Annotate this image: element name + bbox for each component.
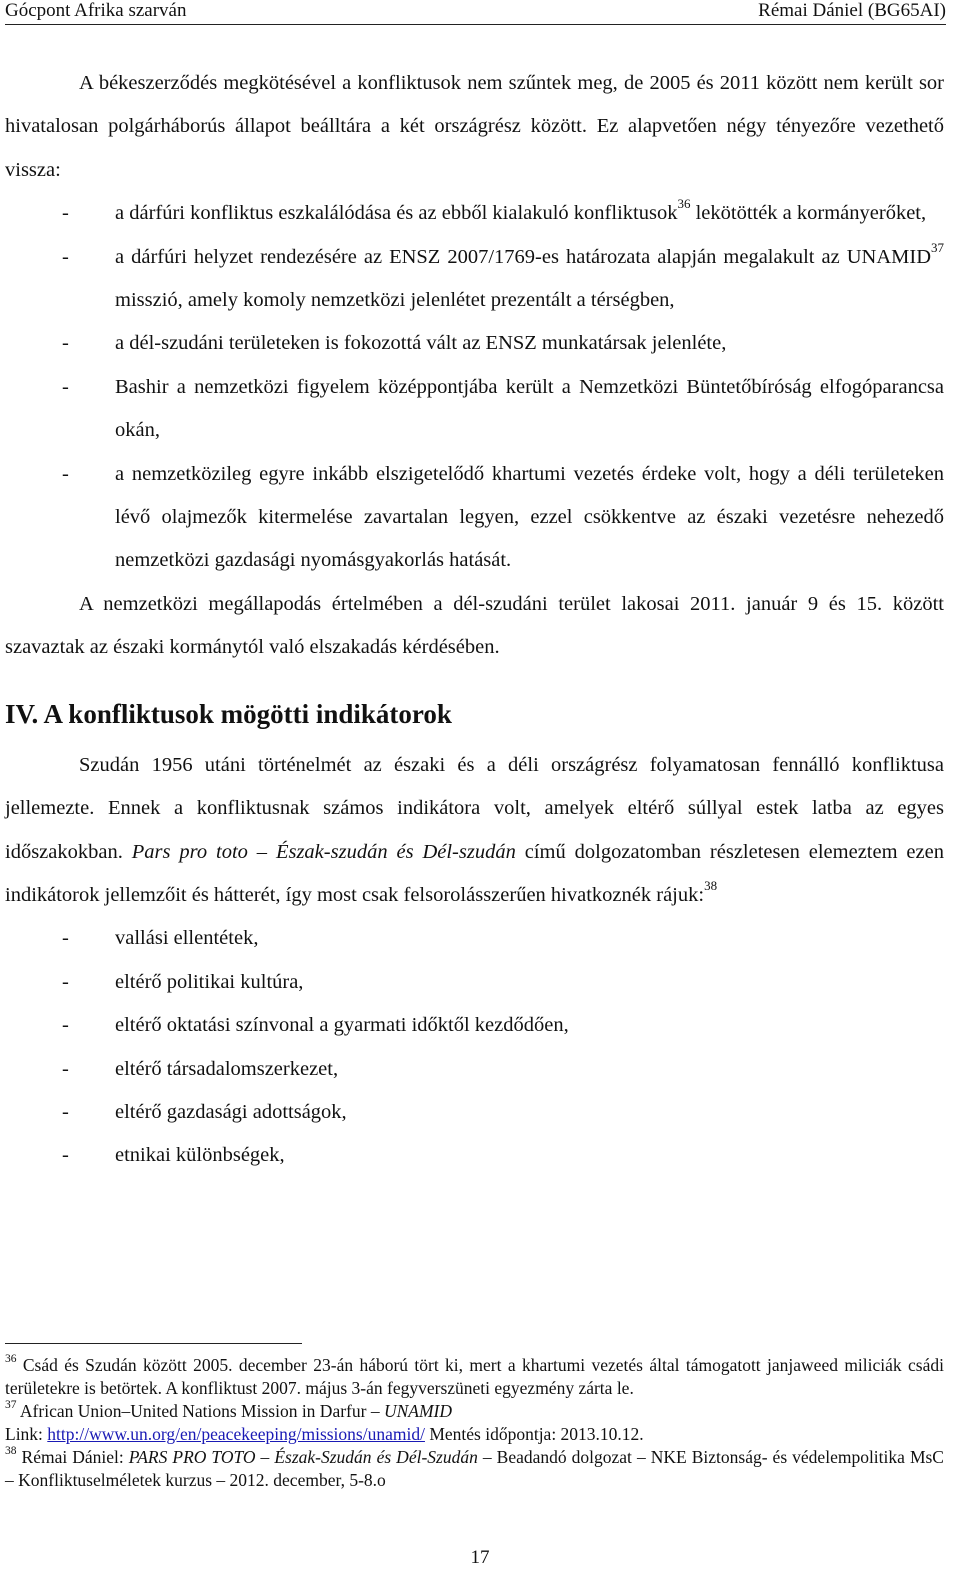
list-item: - a dárfúri konfliktus eszkalálódása és az ebből kialakuló konfliktusok$^{36}$ lekötötték a kormányerőket, [5,192,944,235]
footnotes [5,1354,944,1492]
footnote-ref-37: 37 [931,239,944,255]
factor-list [5,192,944,583]
work-title: Pars pro toto – Észak-szudán és Dél-szudán [131,840,516,863]
footnote-ref-36: 36 [677,196,691,212]
header-title: Gócpont Afrika szarván [5,0,187,21]
unamid-link[interactable]: http://www.un.org/en/peacekeeping/missions/unamid/ [47,1424,425,1444]
list-item: - eltérő társadalomszerkezet, [5,1048,944,1091]
footnote-38: $^{38}$ Rémai Dániel: PARS PRO TOTO – Észak-Szudán és Dél-Szudán – Beadandó dolgozat – NKE Biztonság- és védelempolitika MsC – Konfliktuselméletek kurzus – 2012. december, 5-8.o [5,1445,944,1490]
main-content [5,62,944,1178]
footnote-36: $^{36}$ Csád és Szudán között 2005. december 23-án háború tört ki, mert a khartumi vezetés által támogatott janjaweed miliciák csádi területekre is betörtek. A konfliktust 2007. május 3-án fegyverszüneti egyezmény zárta le. [5,1353,944,1398]
list-item: - vallási ellentétek, [5,917,944,960]
header-author: Rémai Dániel (BG65AI) [758,0,946,21]
list-item: - a dél-szudáni területeken is fokozottá vált az ENSZ munkatársak jelenléte, [5,322,944,365]
paragraph-intro: A békeszerződés megkötésével a konfliktusok nem szűntek meg, de 2005 és 2011 között nem került sor hivatalosan polgárháborús állapot beálltára a két országrész között. Ez alapvetően négy tényezőre vezethető vissza: [5,72,944,181]
list-item: - a nemzetközileg egyre inkább elszigetelődő khartumi vezetés érdeke volt, hogy a déli területeken lévő olajmezők kitermelése zavartalan legyen, ezzel csökkentve az északi vezetésre nehezedő nemzetközi gazdasági nyomásgyakorlás hatását. [5,453,944,583]
footnote-37-link-line: Link: http://www.un.org/en/peacekeeping/missions/unamid/ Mentés időpontja: 2013.10.12. [5,1424,644,1444]
list-item: - Bashir a nemzetközi figyelem középpontjába került a Nemzetközi Büntetőbíróság elfogóparancsa okán, [5,366,944,453]
footnote-ref-38: 38 [704,878,718,894]
header-rule [5,24,946,25]
footnote-37: $^{37}$ African Union–United Nations Mission in Darfur – UNAMID [5,1399,452,1421]
page-number: 17 [470,1547,490,1568]
indicator-list [5,917,944,1177]
page-header [0,0,960,24]
list-item: - etnikai különbségek, [5,1134,944,1177]
list-item: - a dárfúri helyzet rendezésére az ENSZ 2007/1769-es határozata alapján megalakult az UNAMID$^{37}$ misszió, amely komoly nemzetközi jelenlétet prezentált a térségben, [5,236,944,323]
section-heading: IV. A konfliktusok mögötti indikátorok [5,698,452,729]
paragraph-referendum: A nemzetközi megállapodás értelmében a dél-szudáni terület lakosai 2011. január 9 és 15. között szavaztak az északi kormánytól való elszakadás kérdésében. [5,592,944,659]
paragraph-indicators: Szudán 1956 utáni történelmét az északi és a déli országrész folyamatosan fennálló konfliktusa jellemezte. Ennek a konfliktusnak számos indikátora volt, amelyek eltérő súllyal estek latba az egyes időszakokban. Pars pro toto – Észak-szudán és Dél-szudán című dolgozatomban részletesen elemeztem ezen indikátorok jellemzőit és hátterét, így most csak felsorolásszerűen hivatkoznék rájuk:$^{38}$ [5,753,944,906]
list-item: - eltérő oktatási színvonal a gyarmati időktől kezdődően, [5,1004,944,1047]
list-item: - eltérő politikai kultúra, [5,961,944,1004]
list-item: - eltérő gazdasági adottságok, [5,1091,944,1134]
footnote-separator [5,1343,302,1344]
